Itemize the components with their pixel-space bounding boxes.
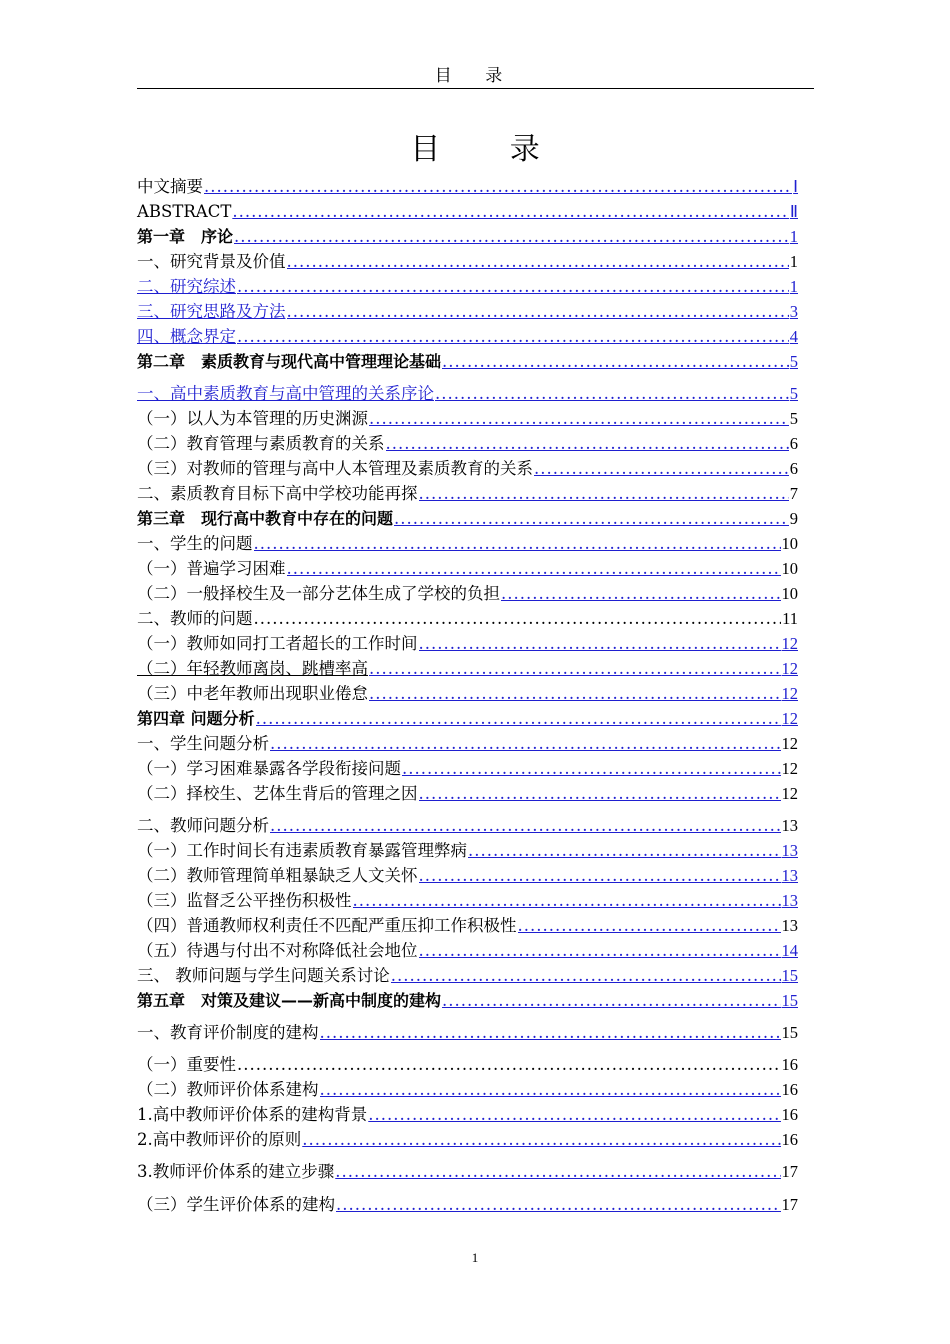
toc-entry[interactable]: （一）学习困难暴露各学段衔接问题 ..... 12 bbox=[137, 758, 798, 780]
page-title: 目 录 bbox=[410, 132, 570, 167]
toc-entry[interactable]: 中文摘要 ..... Ⅰ bbox=[137, 176, 798, 198]
toc-entry[interactable]: 2.高中教师评价的原则 ..... 16 bbox=[137, 1129, 798, 1151]
toc-entry[interactable]: （三）学生评价体系的建构 ..... 17 bbox=[137, 1194, 798, 1216]
toc-entry[interactable]: 一、学生的问题 ..... 10 bbox=[137, 533, 798, 555]
toc-entry[interactable]: （二）教育管理与素质教育的关系 ..... 6 bbox=[137, 433, 798, 455]
toc-entry[interactable]: （三）监督乏公平挫伤积极性 ..... 13 bbox=[137, 890, 798, 912]
toc-entry[interactable]: 一、研究背景及价值 ..... 1 bbox=[137, 251, 798, 273]
toc-entry[interactable]: ABSTRACT ..... Ⅱ bbox=[137, 201, 798, 223]
toc-entry[interactable]: （二）择校生、艺体生背后的管理之因 ..... 12 bbox=[137, 783, 798, 805]
toc-entry[interactable]: 一、教育评价制度的建构 ..... 15 bbox=[137, 1022, 798, 1044]
toc-entry[interactable]: 四、概念界定 ..... 4 bbox=[137, 326, 798, 348]
toc-entry[interactable]: （四）普通教师权利责任不匹配严重压抑工作积极性 ..... 13 bbox=[137, 915, 798, 937]
toc-entry[interactable]: （二）一般择校生及一部分艺体生成了学校的负担 ..... 10 bbox=[137, 583, 798, 605]
toc-entry[interactable]: （三）对教师的管理与高中人本管理及素质教育的关系 ..... 6 bbox=[137, 458, 798, 480]
page-number: 1 bbox=[471, 1250, 479, 1265]
toc-entry[interactable]: 三、研究思路及方法 ..... 3 bbox=[137, 301, 798, 323]
toc-entry-chapter[interactable]: 第二章 素质教育与现代高中管理理论基础 ..... 5 bbox=[137, 351, 798, 373]
toc-entry[interactable]: 二、素质教育目标下高中学校功能再探 ..... 7 bbox=[137, 483, 798, 505]
toc-entry[interactable]: 二、教师问题分析 ..... 13 bbox=[137, 815, 798, 837]
toc-entry[interactable]: 二、研究综述 ..... 1 bbox=[137, 276, 798, 298]
toc-entry[interactable]: （二）教师管理简单粗暴缺乏人文关怀 ..... 13 bbox=[137, 865, 798, 887]
toc-entry-chapter[interactable]: 第一章 序论 ..... 1 bbox=[137, 226, 798, 248]
toc-entry-chapter[interactable]: 第五章 对策及建议——新高中制度的建构 ..... 15 bbox=[137, 990, 798, 1012]
toc-entry[interactable]: （一）工作时间长有违素质教育暴露管理弊病 ..... 13 bbox=[137, 840, 798, 862]
toc-entry-chapter[interactable]: 第四章 问题分析 ..... 12 bbox=[137, 708, 798, 730]
running-header: 目 录 bbox=[137, 66, 814, 89]
toc-entry[interactable]: （三）中老年教师出现职业倦怠 ..... 12 bbox=[137, 683, 798, 705]
toc-entry[interactable]: （二）年轻教师离岗、跳槽率高 ..... 12 bbox=[137, 658, 798, 680]
toc-entry[interactable]: 一、学生问题分析 ..... 12 bbox=[137, 733, 798, 755]
toc-entry[interactable]: （二）教师评价体系建构 ..... 16 bbox=[137, 1079, 798, 1101]
toc-entry[interactable]: （一）以人为本管理的历史渊源 ..... 5 bbox=[137, 408, 798, 430]
toc-entry[interactable]: （一）普遍学习困难 ..... 10 bbox=[137, 558, 798, 580]
toc-entry[interactable]: 二、教师的问题 ..... 11 bbox=[137, 608, 798, 630]
toc-entry-chapter[interactable]: 第三章 现行高中教育中存在的问题 ..... 9 bbox=[137, 508, 798, 530]
toc-entry[interactable]: 一、高中素质教育与高中管理的关系序论 ..... 5 bbox=[137, 383, 798, 405]
toc-entry[interactable]: 1.高中教师评价体系的建构背景 ..... 16 bbox=[137, 1104, 798, 1126]
toc-entry[interactable]: （一）教师如同打工者超长的工作时间 ..... 12 bbox=[137, 633, 798, 655]
toc-entry[interactable]: 三、 教师问题与学生问题关系讨论 ..... 15 bbox=[137, 965, 798, 987]
toc-entry[interactable]: （一）重要性 ..... 16 bbox=[137, 1054, 798, 1076]
toc-entry[interactable]: 3.教师评价体系的建立步骤 ..... 17 bbox=[137, 1161, 798, 1183]
toc-entry[interactable]: （五）待遇与付出不对称降低社会地位 ..... 14 bbox=[137, 940, 798, 962]
